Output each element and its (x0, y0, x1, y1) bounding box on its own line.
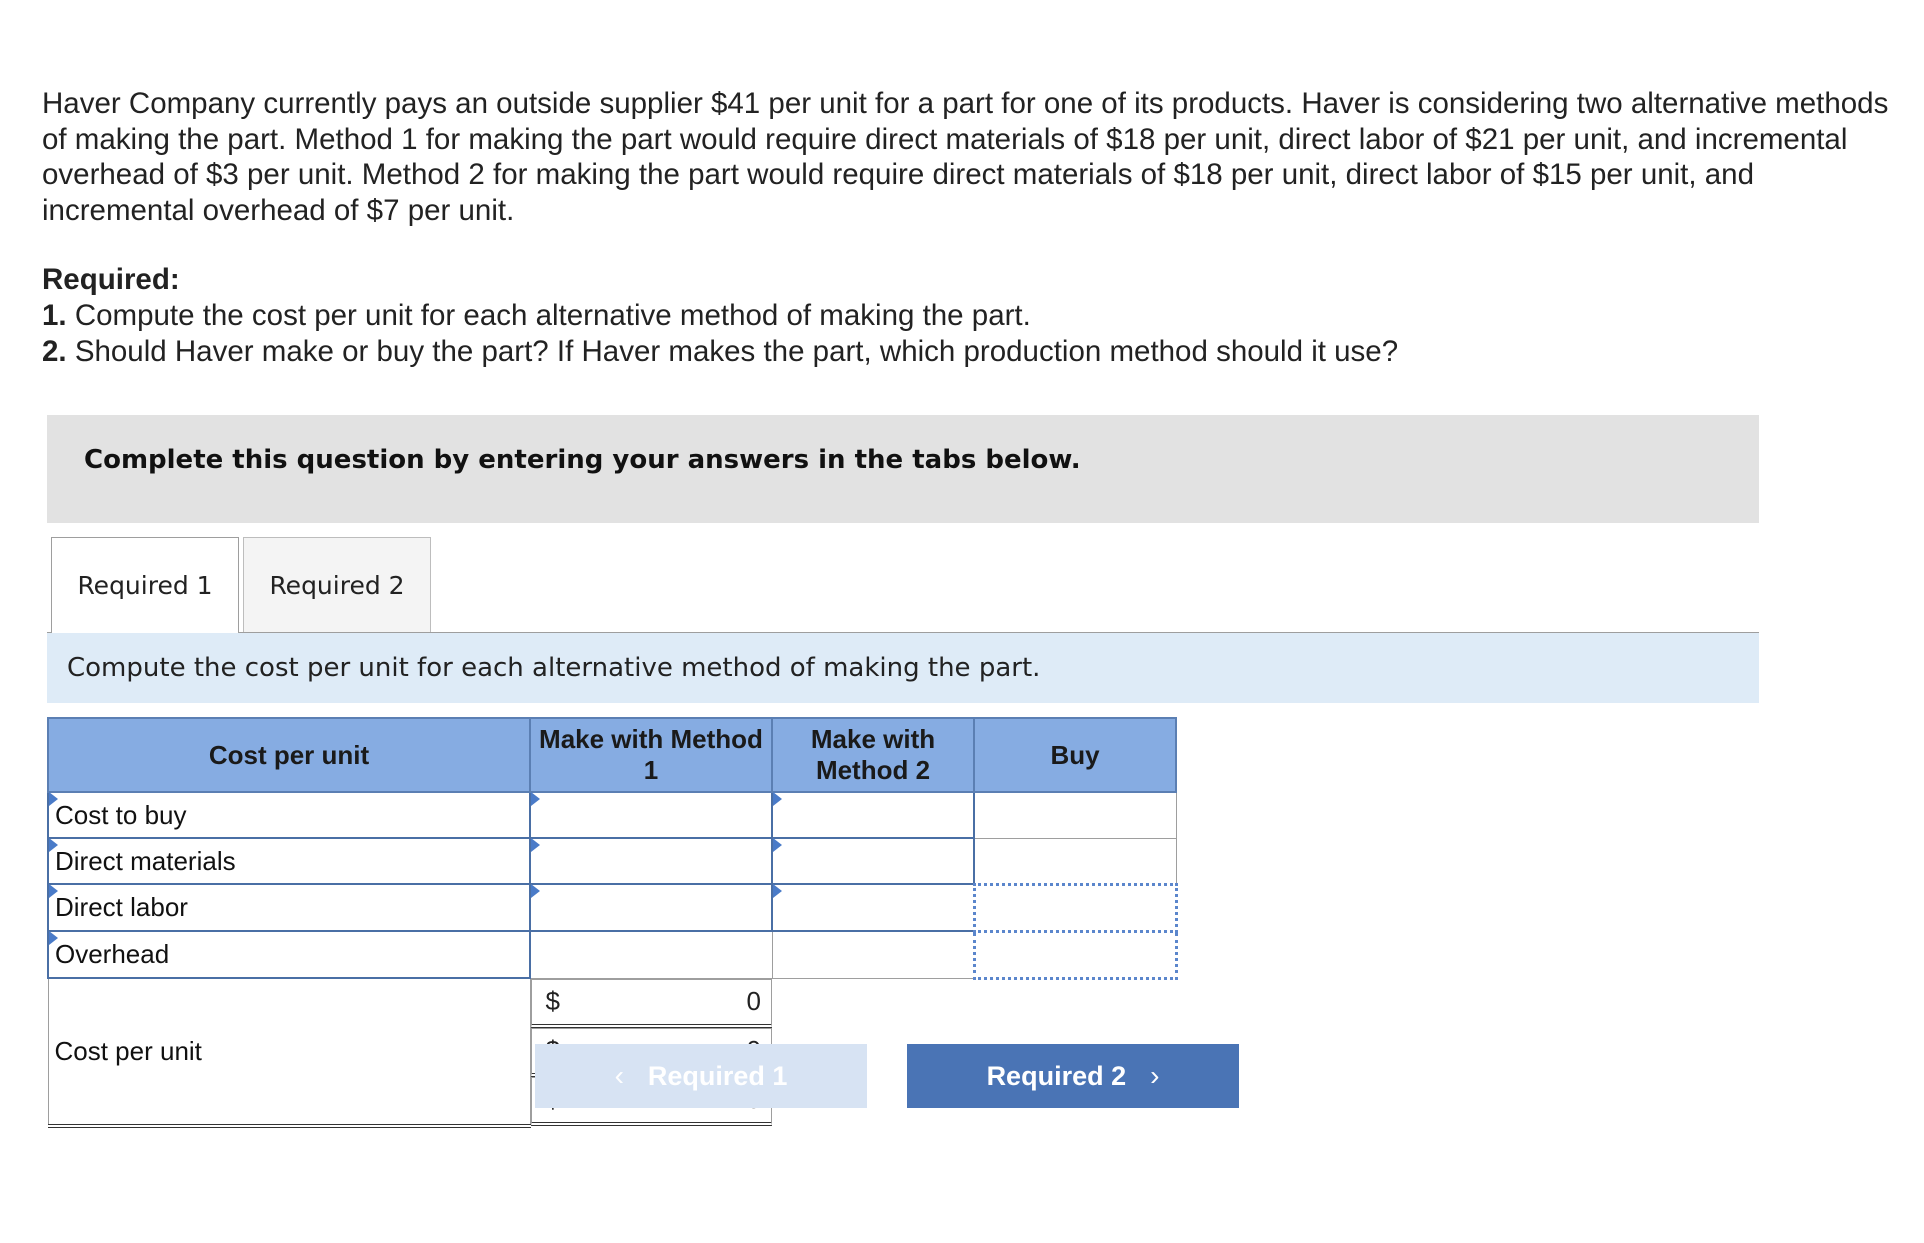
buy-cell (974, 792, 1176, 838)
input-marker-icon (773, 792, 782, 806)
input-marker-icon (49, 838, 58, 852)
method-1-input[interactable] (530, 838, 772, 884)
row-label-input[interactable] (48, 792, 530, 838)
required-title: Required: (42, 263, 180, 296)
row-label-input[interactable] (48, 884, 530, 931)
input-marker-icon (773, 884, 782, 898)
buy-cell (974, 884, 1176, 931)
row-label: Cost to buy (55, 799, 187, 830)
table-row (48, 931, 1176, 978)
method-2-input[interactable] (772, 884, 974, 931)
input-marker-icon (531, 884, 540, 898)
method-2-input[interactable] (772, 792, 974, 838)
row-label: Overhead (55, 939, 170, 969)
tab-label: Required 2 (269, 570, 405, 600)
chevron-right-icon: › (1150, 1060, 1160, 1091)
requirement-2-number: 2. (42, 335, 67, 368)
table-row (48, 838, 1176, 884)
requirement-2-text: Should Haver make or buy the part? If Haver makes the part, which production method should it use? (74, 335, 1399, 368)
requirement-1-number: 1. (42, 299, 67, 332)
row-label-input[interactable] (48, 838, 530, 884)
table-row (48, 792, 1176, 838)
next-button-label: Required 2 (986, 1060, 1127, 1091)
table-row (48, 884, 1176, 931)
input-marker-icon (773, 838, 782, 852)
row-label-input[interactable] (48, 931, 530, 978)
tab-label: Required 1 (77, 571, 213, 600)
method-1-total (531, 979, 773, 1028)
table-header-row (48, 718, 1176, 792)
requirement-1-text: Compute the cost per unit for each alternative method of making the part. (74, 299, 1031, 332)
problem-intro: Haver Company currently pays an outside supplier $41 per unit for a part for one of its products. Haver is considering two alternative methods of making the part. Method 1 for making the part would require direct materials of $18 per unit, direct labor of $21 per unit, and incremental overhead of $3 per unit. Method 2 for making the part would require direct materials of $18 per unit, direct labor of $15 per unit, and incremental overhead of $7 per unit. (42, 87, 1889, 227)
instructions-banner (47, 415, 1759, 523)
currency-symbol: $ (545, 986, 560, 1016)
chevron-left-icon: ‹ (614, 1060, 624, 1091)
header-method-1: Make with Method 1 (530, 718, 772, 792)
method-1-input[interactable] (530, 792, 772, 838)
method-2-cell (772, 931, 974, 978)
input-marker-icon (531, 838, 540, 852)
header-cost-per-unit: Cost per unit (48, 718, 530, 792)
tab-required-2[interactable] (243, 537, 431, 632)
buy-cell (974, 838, 1176, 884)
row-label: Direct labor (55, 892, 188, 922)
row-label: Direct materials (55, 845, 236, 876)
requirement-2 (42, 334, 1902, 370)
method-1-input[interactable] (530, 884, 772, 931)
tab-instruction (47, 633, 1759, 703)
buy-overhead-input[interactable] (974, 931, 1176, 978)
input-marker-icon (531, 792, 540, 806)
input-marker-icon (49, 792, 58, 806)
method-1-cell (530, 931, 772, 978)
total-label-text: Cost per unit (54, 1035, 202, 1066)
previous-button-label: Required 1 (647, 1060, 788, 1091)
method-1-total-value: 0 (746, 986, 761, 1016)
previous-button[interactable] (535, 1044, 867, 1108)
requirements (42, 262, 1902, 370)
total-label (48, 978, 530, 1126)
next-button[interactable] (907, 1044, 1239, 1108)
header-method-2: Make with Method 2 (772, 718, 974, 792)
requirement-1 (42, 298, 1902, 334)
input-marker-icon (49, 931, 58, 945)
instruction-text: Compute the cost per unit for each alternative method of making the part. (67, 653, 1041, 683)
method-2-input[interactable] (772, 838, 974, 884)
tab-required-1[interactable] (51, 537, 239, 633)
input-marker-icon (49, 884, 58, 898)
banner-text: Complete this question by entering your answers in the tabs below. (84, 445, 1081, 475)
header-buy: Buy (974, 718, 1176, 792)
